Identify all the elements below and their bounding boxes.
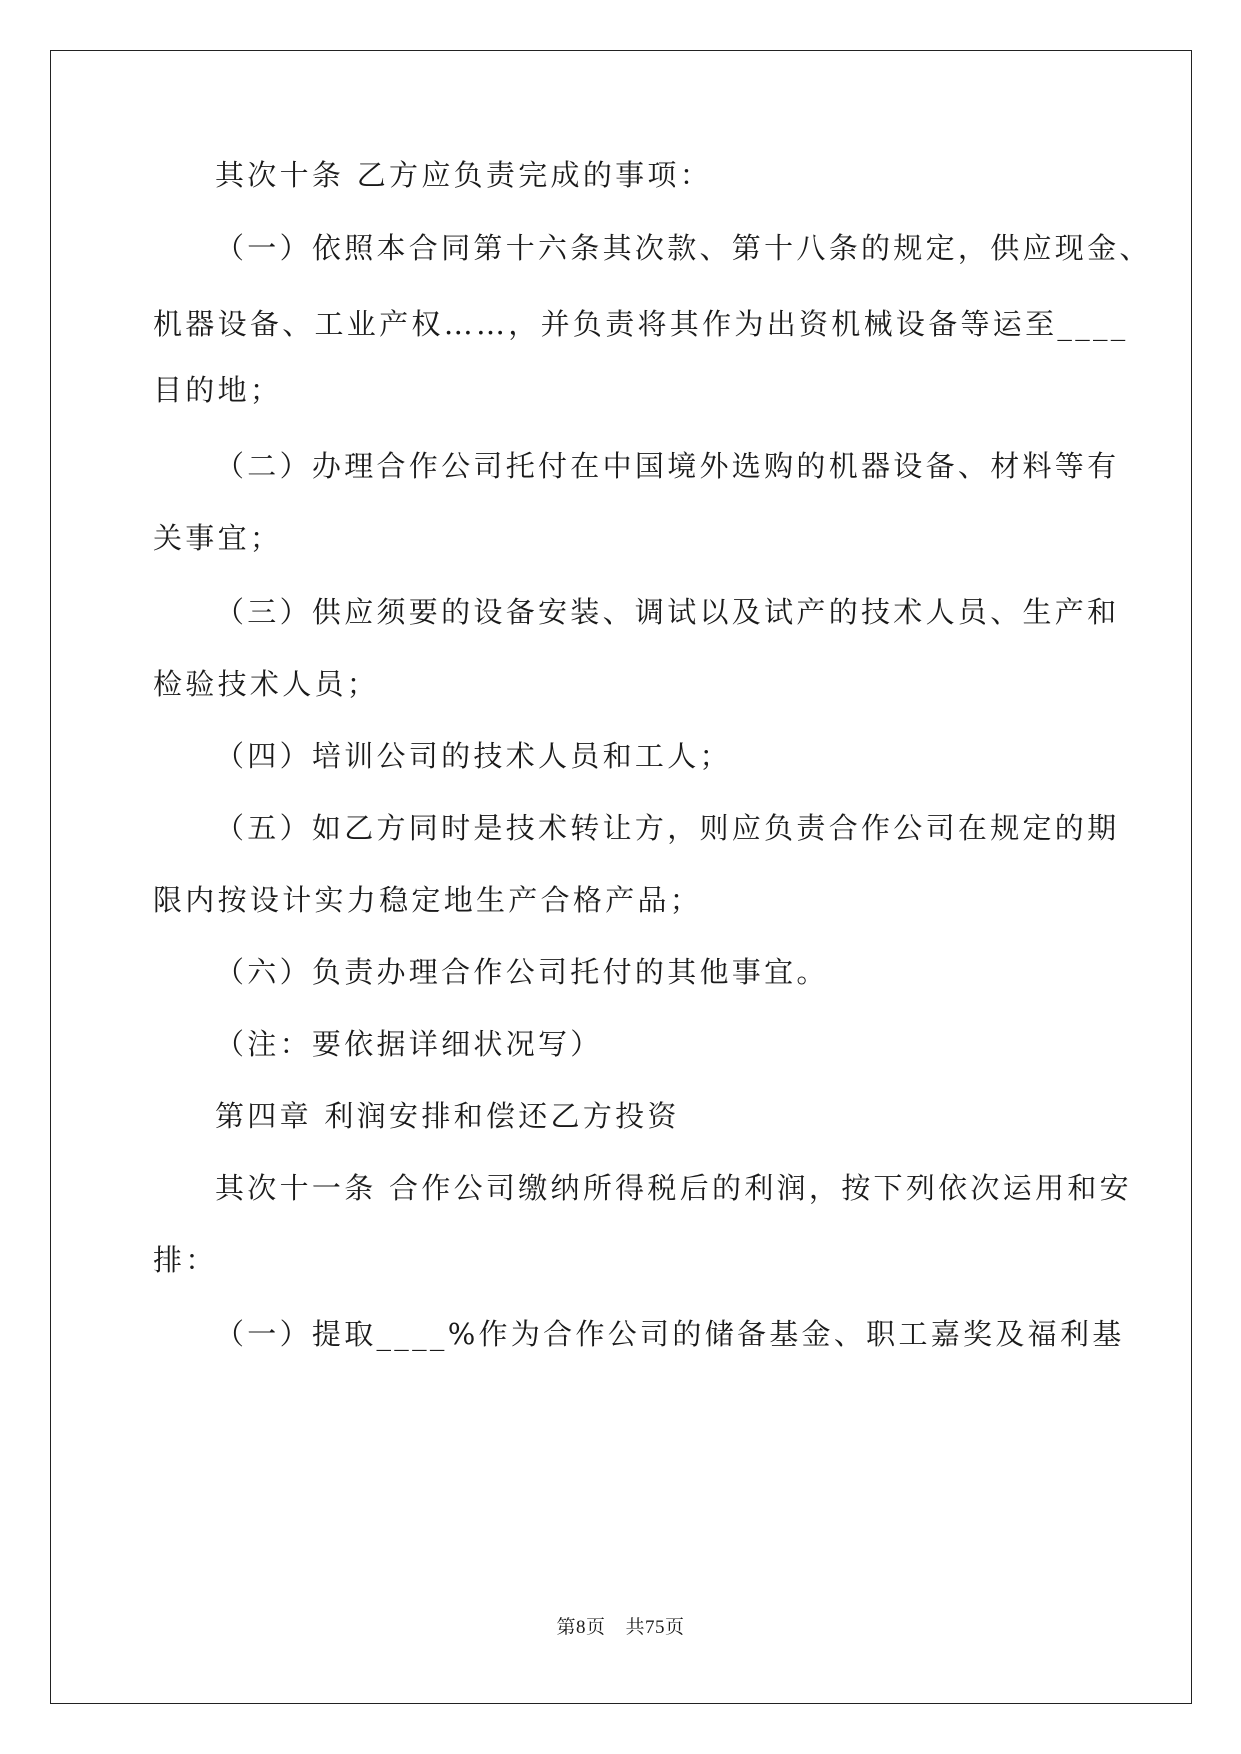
text-line: （四）培训公司的技术人员和工人； — [215, 739, 732, 773]
text-line: （二）办理合作公司托付在中国境外选购的机器设备、材料等有 — [215, 449, 1120, 483]
text-line: （三）供应须要的设备安装、调试以及试产的技术人员、生产和 — [215, 595, 1120, 629]
chapter-4-heading: 第四章 利润安排和偿还乙方投资 — [215, 1099, 680, 1133]
text-line: （六）负责办理合作公司托付的其他事宜。 — [215, 955, 829, 989]
page-footer — [0, 1615, 1241, 1640]
text-line: 机器设备、工业产权……，并负责将其作为出资机械设备等运至____ — [153, 307, 1129, 341]
total-pages: 75 — [645, 1617, 666, 1638]
total-suffix: 页 — [665, 1616, 685, 1638]
page-border — [50, 50, 1192, 1704]
text-line: 检验技术人员； — [153, 667, 380, 701]
text-line: （一）提取____%作为合作公司的储备基金、职工嘉奖及福利基 — [215, 1317, 1125, 1351]
text-line: 目的地； — [153, 373, 283, 407]
text-line: 限内按设计实力稳定地生产合格产品； — [153, 883, 703, 917]
note-line: （注：要依据详细状况写） — [215, 1027, 603, 1061]
text-line: 关事宜； — [153, 521, 283, 555]
text-line: （一）依照本合同第十六条其次款、第十八条的规定，供应现金、 — [215, 231, 1152, 265]
article-20-heading: 其次十条 乙方应负责完成的事项： — [215, 158, 713, 192]
article-21-heading: 其次十一条 合作公司缴纳所得税后的利润，按下列依次运用和安 — [215, 1171, 1132, 1205]
text-line: （五）如乙方同时是技术转让方，则应负责合作公司在规定的期 — [215, 811, 1120, 845]
text-line: 排： — [153, 1243, 218, 1277]
page-prefix: 第 — [556, 1616, 576, 1638]
page-suffix: 页 — [585, 1616, 606, 1638]
total-prefix: 共 — [625, 1616, 646, 1638]
page-number: 8 — [575, 1617, 586, 1638]
